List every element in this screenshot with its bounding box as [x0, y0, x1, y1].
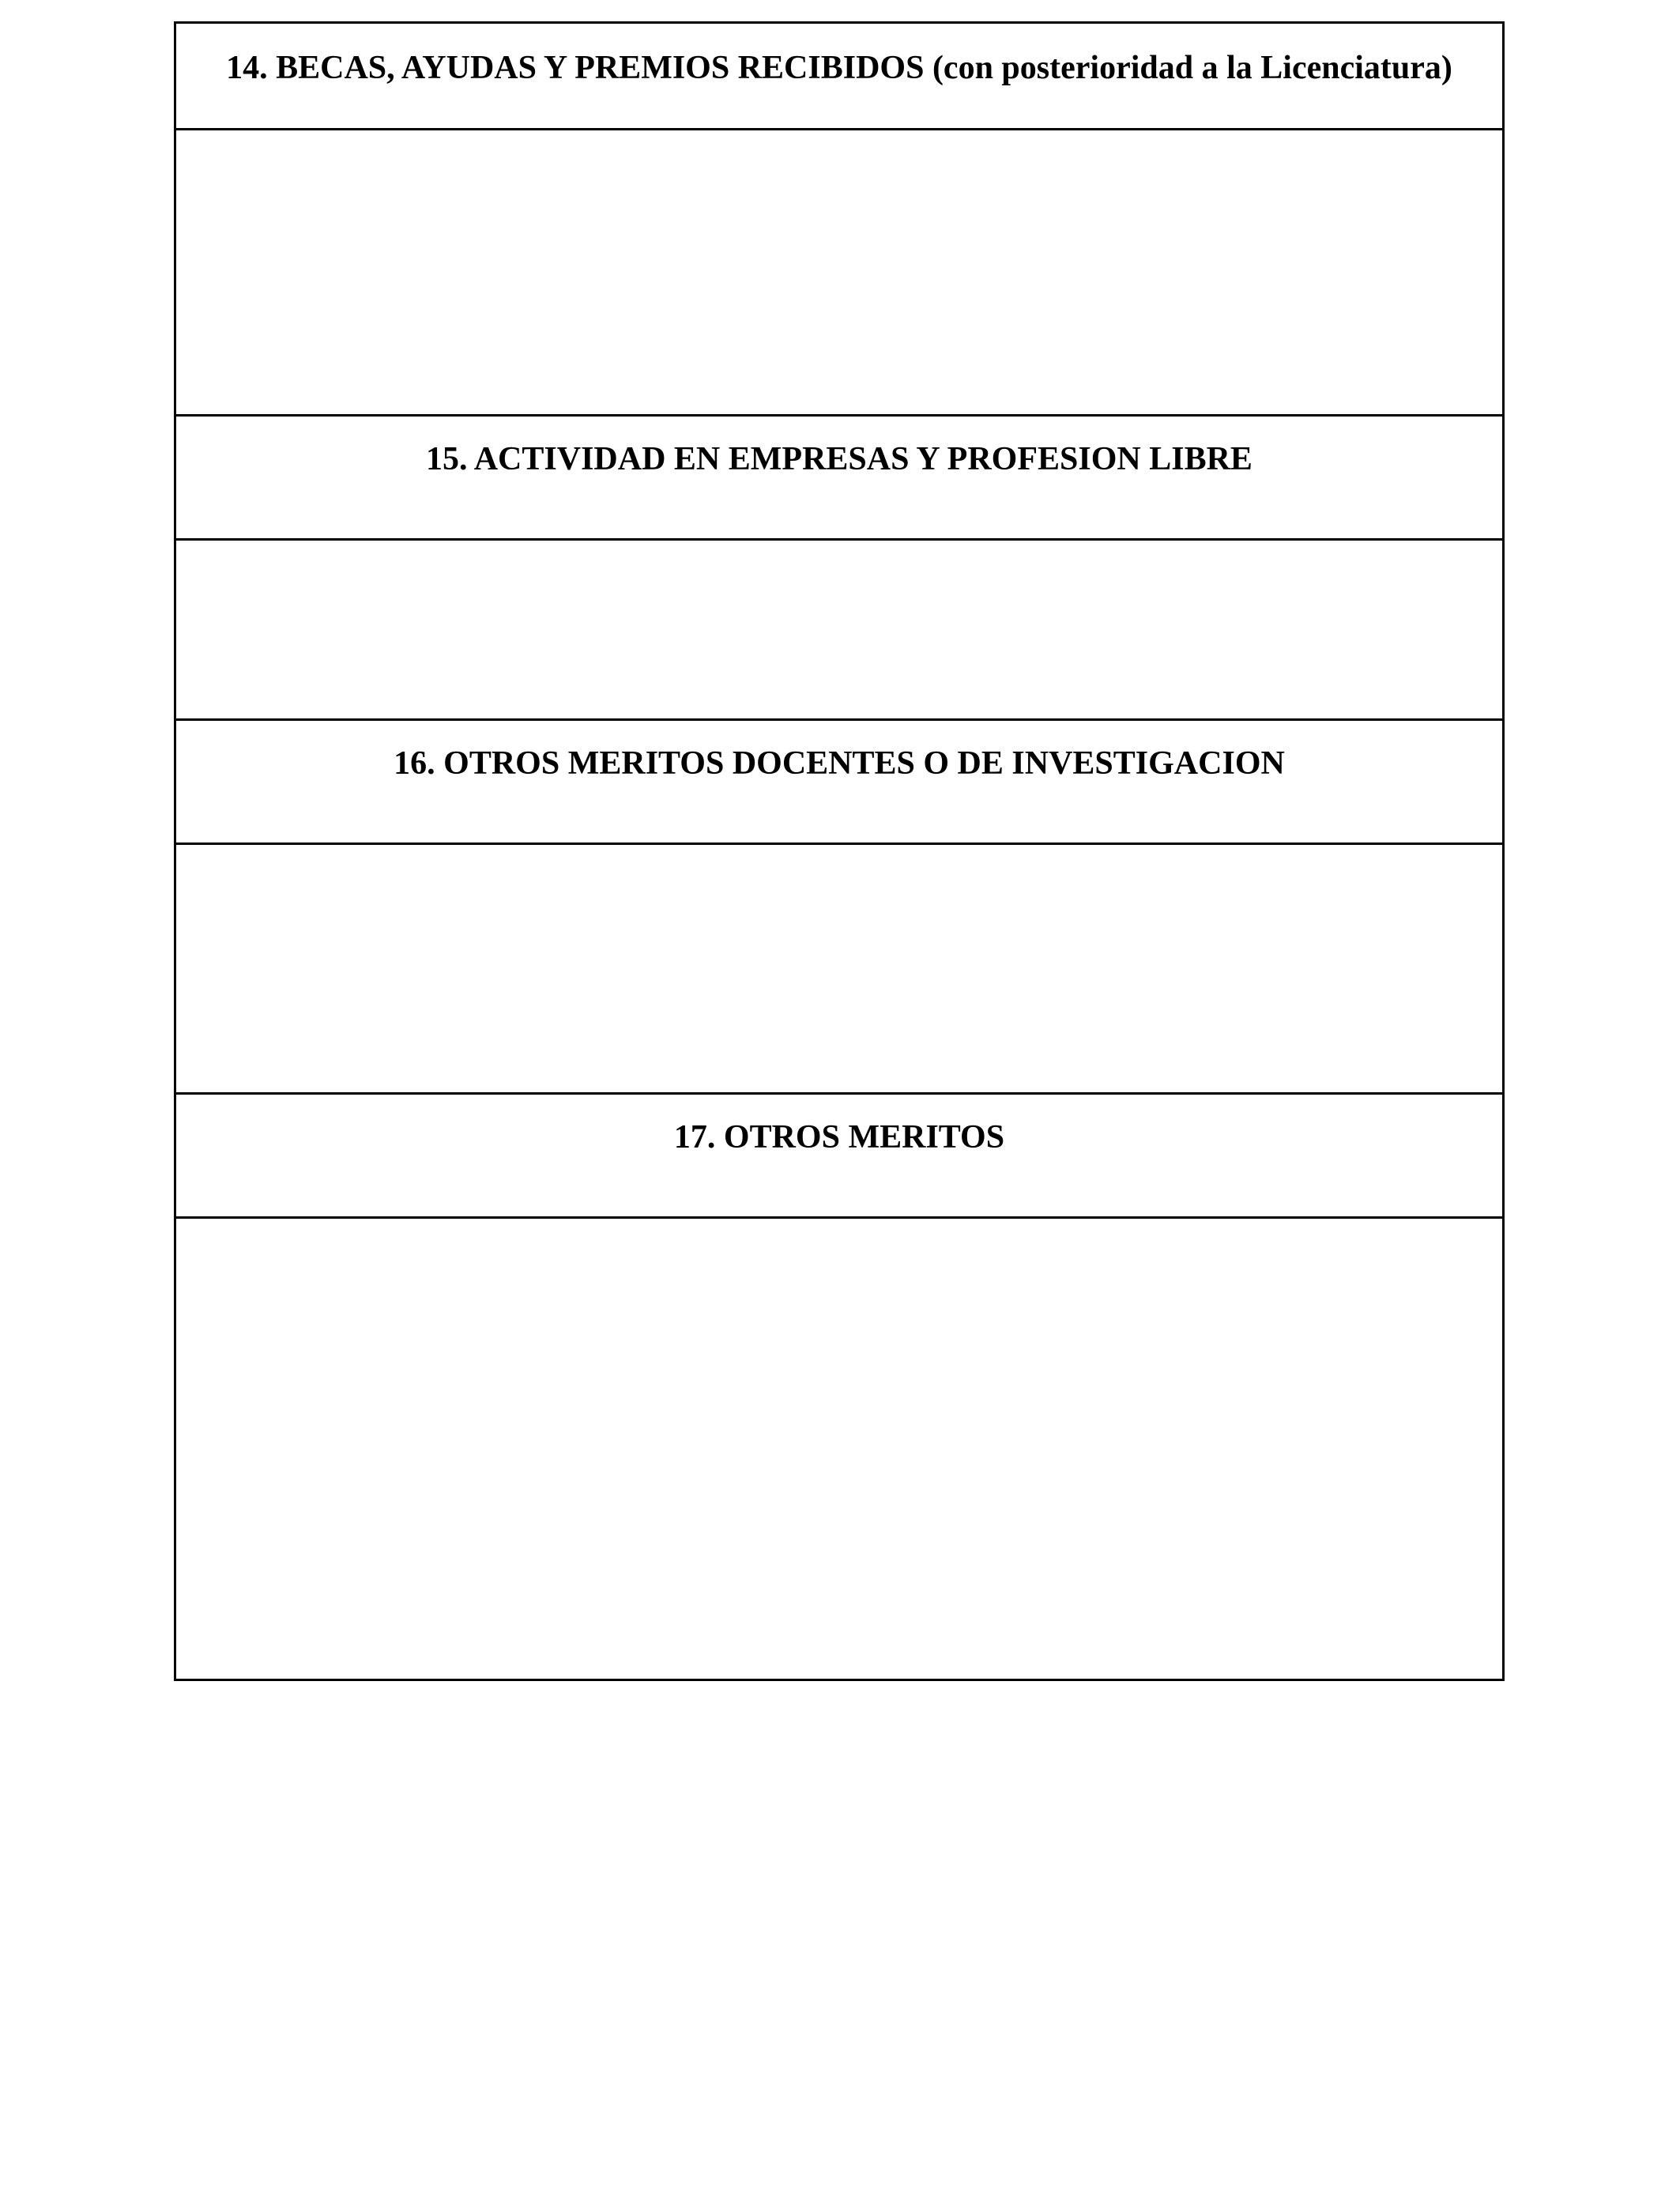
section-14-title: 14. BECAS, AYUDAS Y PREMIOS RECIBIDOS (con posterioridad a la Licenciatura) — [226, 50, 1452, 86]
section-14-header-cell — [175, 23, 1504, 130]
section-16-body-row — [175, 844, 1504, 1094]
section-17-title: 17. OTROS MERITOS — [673, 1119, 1005, 1155]
section-14-body-row — [175, 130, 1504, 416]
section-14-header-row — [175, 23, 1504, 130]
section-17-body-row — [175, 1218, 1504, 1680]
section-15-title: 15. ACTIVIDAD EN EMPRESAS Y PROFESION LIBRE — [426, 441, 1252, 477]
section-17-content-area[interactable] — [175, 1218, 1504, 1680]
merits-form-table — [174, 21, 1505, 1681]
section-15-header-cell — [175, 416, 1504, 540]
section-17-header-row — [175, 1094, 1504, 1218]
section-16-title: 16. OTROS MERITOS DOCENTES O DE INVESTIGACION — [394, 745, 1285, 782]
section-15-content-area[interactable] — [175, 540, 1504, 720]
section-15-header-row — [175, 416, 1504, 540]
section-15-body-row — [175, 540, 1504, 720]
section-16-header-cell — [175, 720, 1504, 844]
section-16-header-row — [175, 720, 1504, 844]
section-16-content-area[interactable] — [175, 844, 1504, 1094]
section-14-content-area[interactable] — [175, 130, 1504, 416]
section-17-header-cell — [175, 1094, 1504, 1218]
